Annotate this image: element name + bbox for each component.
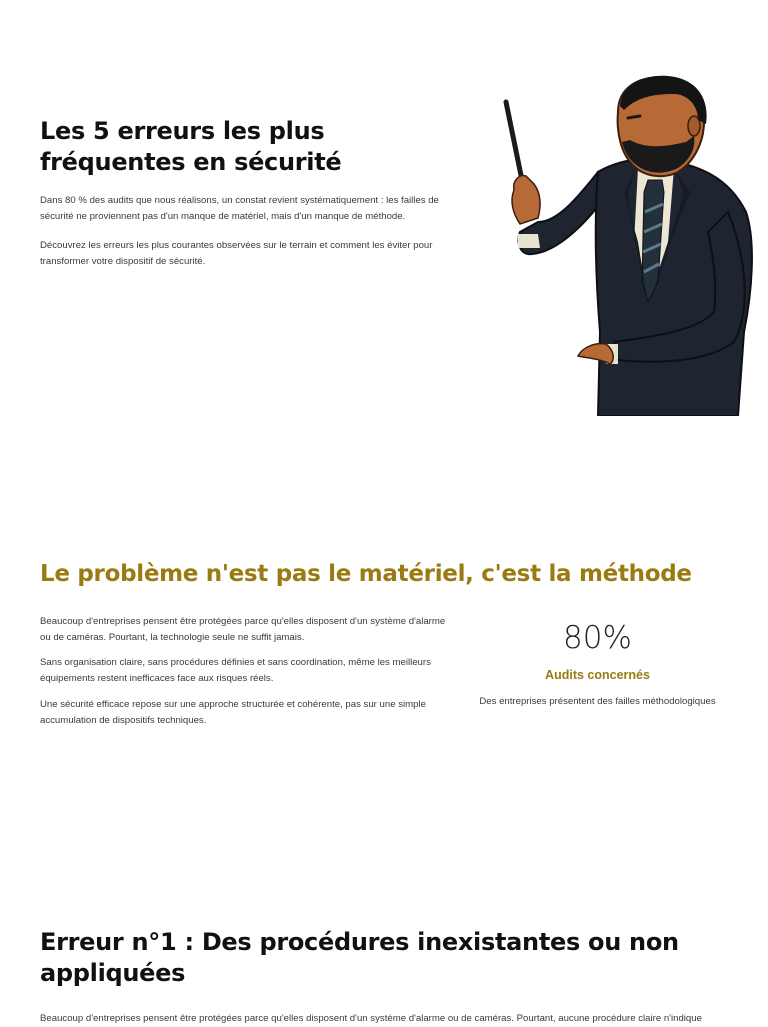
section-paragraph-3: Une sécurité efficace repose sur une approche structurée et cohérente, pas sur une simple accumulation de dispositifs techniques. bbox=[40, 699, 426, 726]
hero-title: Les 5 erreurs les plus fréquentes en sécurité bbox=[40, 117, 342, 176]
section-paragraph-2: Sans organisation claire, sans procédures définies et sans coordination, même les meilleurs équipements restent inefficaces face aux risques réels. bbox=[40, 657, 431, 684]
error-1-paragraph: Beaucoup d'entreprises pensent être protégées parce qu'elles disposent d'un système d'alarme ou de caméras. Pourtant, aucune procédure claire n'indique bbox=[40, 1013, 702, 1024]
error-1-title: Erreur n°1 : Des procédures inexistantes ou non appliquées bbox=[40, 928, 679, 987]
presenter-illustration bbox=[498, 72, 760, 416]
section-paragraph-1: Beaucoup d'entreprises pensent être protégées parce qu'elles disposent d'un système d'alarme ou de caméras. Pourtant, la technologie seule ne suffit jamais. bbox=[40, 616, 446, 643]
hero-secondary-paragraph: Découvrez les erreurs les plus courantes observées sur le terrain et comment les éviter pour transformer votre dispositif de sécurité. bbox=[40, 240, 433, 267]
stat-value: 80% bbox=[563, 620, 632, 656]
hero-intro-paragraph: Dans 80 % des audits que nous réalisons, un constat revient systématiquement : les failles de sécurité ne proviennent pas d'un manque de matériel, mais d'un manque de méthode. bbox=[40, 195, 439, 222]
stat-description: Des entreprises présentent des failles méthodologiques bbox=[479, 696, 716, 707]
section-title: Le problème n'est pas le matériel, c'est la méthode bbox=[40, 561, 692, 587]
stat-label: Audits concernés bbox=[545, 668, 650, 682]
